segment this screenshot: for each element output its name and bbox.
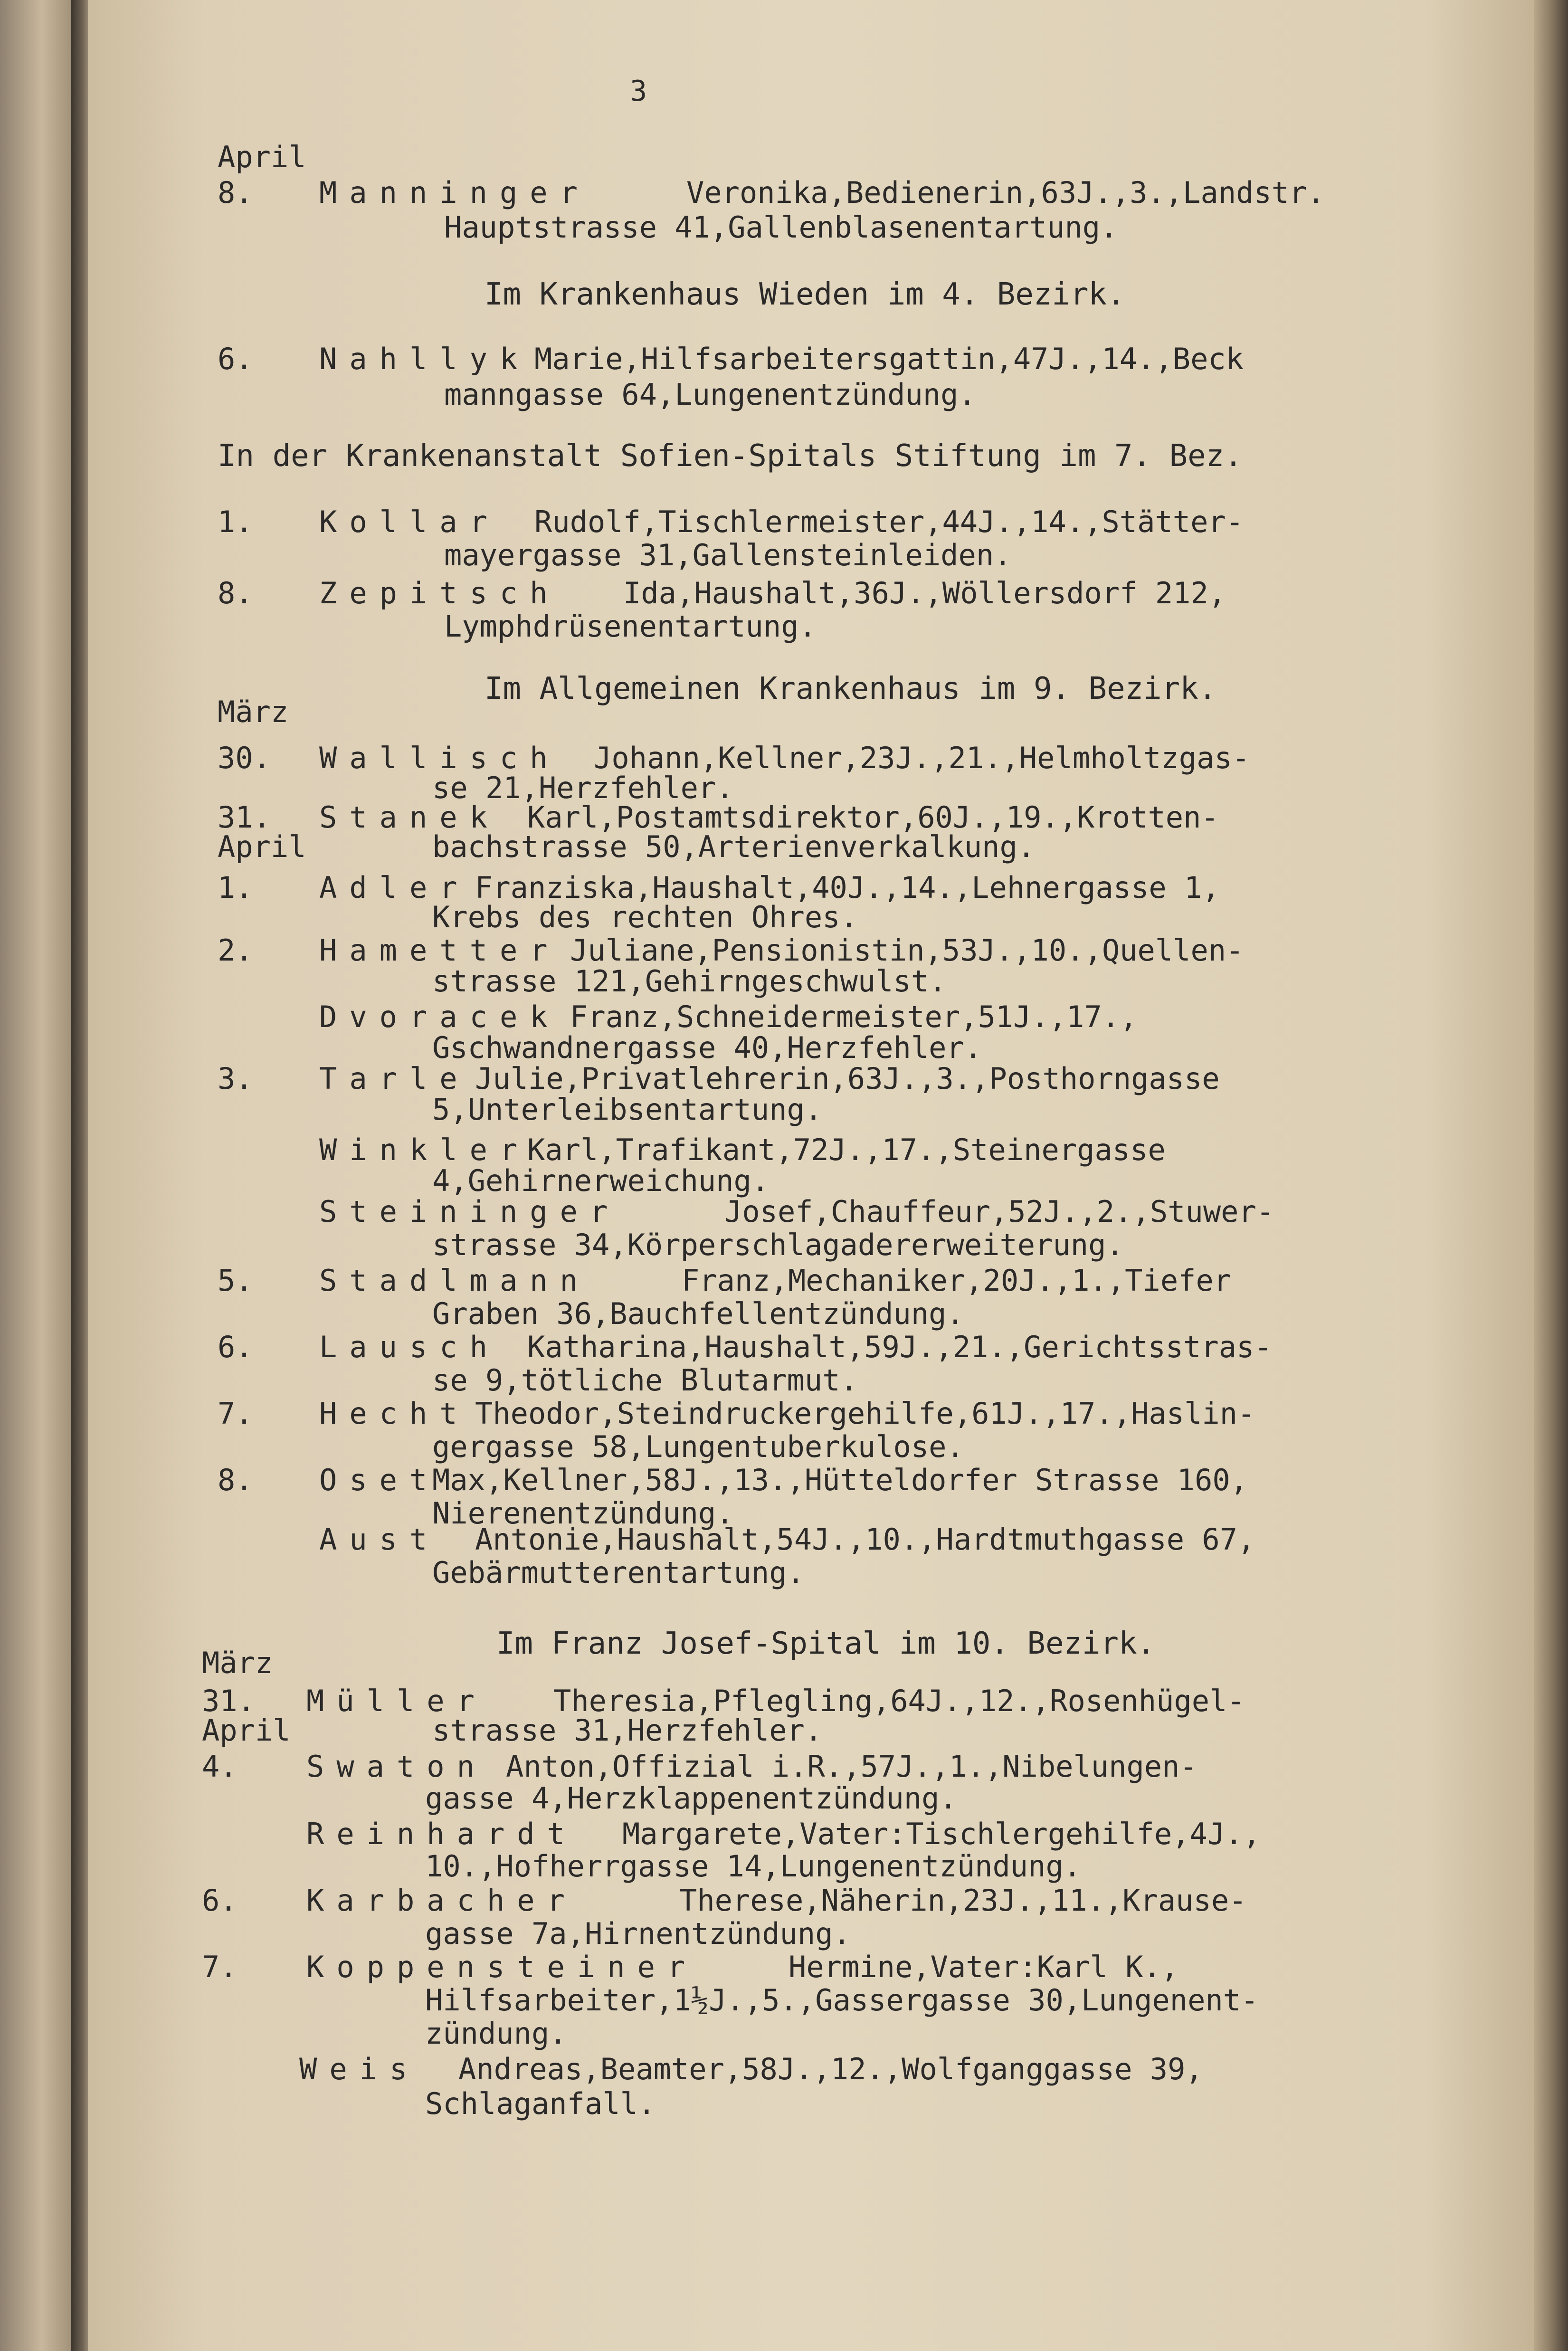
entry-continuation: 10.,Hofherrgasse 14,Lungenentzündung. <box>425 1849 1082 1884</box>
section-heading: Im Franz Josef-Spital im 10. Bezirk. <box>496 1626 1156 1661</box>
entry-continuation: Graben 36,Bauchfellentzündung. <box>432 1296 964 1331</box>
entry-details: Juliane,Pensionistin,53J.,10.,Quellen- <box>570 933 1244 968</box>
entry-details: Hermine,Vater:Karl K., <box>789 1950 1179 1984</box>
entry-surname: Wallisch <box>319 741 560 775</box>
entry-continuation: Hauptstrasse 41,Gallenblasenentartung. <box>444 210 1118 245</box>
entry-surname: Oset <box>319 1463 440 1497</box>
section-heading: Im Krankenhaus Wieden im 4. Bezirk. <box>485 277 1125 312</box>
entry-surname: Stadlmann <box>319 1263 590 1298</box>
entry-surname: Dvoracek <box>319 999 560 1034</box>
entry-continuation: gergasse 58,Lungentuberkulose. <box>432 1429 964 1464</box>
entry-continuation: Nierenentzündung. <box>432 1496 734 1531</box>
entry-surname: Hecht <box>319 1396 470 1431</box>
entry-continuation: manngasse 64,Lungenentzündung. <box>444 377 976 412</box>
entry-details: Max,Kellner,58J.,13.,Hütteldorfer Strasse 160, <box>432 1463 1248 1497</box>
entry-continuation: Gschwandnergasse 40,Herzfehler. <box>432 1030 982 1065</box>
page-edge-shadow <box>1534 0 1568 2351</box>
entry-continuation: Gebärmutterentartung. <box>432 1555 805 1590</box>
section-heading: In der Krankenanstalt Sofien-Spitals Stiftung im 7. Bez. <box>218 438 1243 474</box>
entry-day: 1. <box>218 504 253 539</box>
entry-details: Josef,Chauffeur,52J.,2.,Stuwer- <box>724 1194 1274 1229</box>
facing-page-edge <box>0 0 76 2351</box>
entry-continuation: zündung. <box>425 2016 567 2051</box>
entry-continuation: Hilfsarbeiter,1½J.,5.,Gassergasse 30,Lungenent- <box>425 1983 1259 2018</box>
entry-surname: Koppensteiner <box>306 1950 698 1984</box>
entry-surname: Stanek <box>319 800 500 835</box>
entry-surname: Weis <box>299 2052 420 2086</box>
entry-surname: Hametter <box>319 933 560 968</box>
entry-day: 3. <box>218 1061 253 1096</box>
entry-continuation: gasse 7a,Hirnentzündung. <box>425 1916 851 1951</box>
entry-surname: Swaton <box>306 1749 487 1784</box>
entry-surname: Karbacher <box>306 1883 577 1918</box>
entry-continuation: strasse 34,Körperschlagadererweiterung. <box>432 1228 1124 1262</box>
entry-day: 7. <box>218 1396 253 1431</box>
entry-continuation: strasse 31,Herzfehler. <box>432 1713 823 1748</box>
entry-continuation: Lymphdrüsenentartung. <box>444 609 817 644</box>
entry-continuation: gasse 4,Herzklappenentzündung. <box>425 1781 957 1816</box>
entry-day: 31. <box>218 800 271 835</box>
entry-day: 2. <box>218 933 253 968</box>
entry-surname: Nahllyk <box>319 342 530 376</box>
entry-continuation: Schlaganfall. <box>425 2086 656 2121</box>
entry-details: Karl,Trafikant,72J.,17.,Steinergasse <box>527 1133 1166 1167</box>
entry-continuation: strasse 121,Gehirngeschwulst. <box>432 964 947 999</box>
entry-details: Therese,Näherin,23J.,11.,Krause- <box>679 1883 1247 1918</box>
month-label: April <box>202 1713 291 1748</box>
month-label: März <box>202 1646 273 1680</box>
entry-surname: Aust <box>319 1522 440 1557</box>
entry-continuation: se 9,tötliche Blutarmut. <box>432 1363 858 1398</box>
entry-details: Franz,Mechaniker,20J.,1.,Tiefer <box>682 1263 1232 1298</box>
entry-surname: Lausch <box>319 1330 500 1364</box>
entry-details: Theresia,Pflegling,64J.,12.,Rosenhügel- <box>553 1684 1245 1718</box>
entry-day: 6. <box>202 1883 238 1918</box>
entry-surname: Tarle <box>319 1061 470 1096</box>
entry-details: Franz,Schneidermeister,51J.,17., <box>570 999 1138 1034</box>
entry-day: 4. <box>202 1749 238 1784</box>
month-label: April <box>218 829 306 864</box>
entry-day: 30. <box>218 741 271 775</box>
entry-details: Anton,Offizial i.R.,57J.,1.,Nibelungen- <box>506 1749 1197 1784</box>
entry-details: Andreas,Beamter,58J.,12.,Wolfganggasse 39, <box>458 2052 1203 2086</box>
entry-continuation: mayergasse 31,Gallensteinleiden. <box>444 538 1012 572</box>
entry-surname: Steininger <box>319 1194 620 1229</box>
entry-continuation: Krebs des rechten Ohres. <box>432 900 858 934</box>
entry-day: 6. <box>218 1330 253 1364</box>
entry-details: Margarete,Vater:Tischlergehilfe,4J., <box>622 1817 1261 1851</box>
entry-surname: Winkler <box>319 1133 530 1167</box>
entry-details: Karl,Postamtsdirektor,60J.,19.,Krotten- <box>527 800 1219 835</box>
entry-day: 8. <box>218 175 253 210</box>
month-label: April <box>218 140 306 174</box>
entry-day: 7. <box>202 1950 238 1984</box>
page-number: 3 <box>630 75 647 108</box>
entry-surname: Reinhardt <box>306 1817 577 1851</box>
entry-details: Rudolf,Tischlermeister,44J.,14.,Stätter- <box>534 504 1244 539</box>
entry-day: 5. <box>218 1263 253 1298</box>
entry-surname: Manninger <box>319 175 590 210</box>
book-gutter <box>71 0 90 2351</box>
entry-details: Marie,Hilfsarbeitersgattin,47J.,14.,Beck <box>534 342 1244 376</box>
entry-day: 8. <box>218 1463 253 1497</box>
entry-surname: Müller <box>306 1684 487 1718</box>
entry-details: Johann,Kellner,23J.,21.,Helmholtzgas- <box>594 741 1250 775</box>
entry-details: Veronika,Bedienerin,63J.,3.,Landstr. <box>686 175 1325 210</box>
entry-day: 1. <box>218 870 253 905</box>
entry-details: Julie,Privatlehrerin,63J.,3.,Posthorngasse <box>475 1061 1220 1096</box>
entry-continuation: se 21,Herzfehler. <box>432 771 734 805</box>
entry-continuation: 4,Gehirnerweichung. <box>432 1163 770 1198</box>
entry-surname: Kollar <box>319 504 500 539</box>
entry-surname: Adler <box>319 870 470 905</box>
entry-surname: Zepitsch <box>319 576 560 610</box>
entry-details: Katharina,Haushalt,59J.,21.,Gerichtsstras- <box>527 1330 1272 1364</box>
month-label: März <box>218 695 289 729</box>
entry-details: Antonie,Haushalt,54J.,10.,Hardtmuthgasse 67, <box>475 1522 1255 1557</box>
section-heading: Im Allgemeinen Krankenhaus im 9. Bezirk. <box>485 671 1217 706</box>
entry-continuation: bachstrasse 50,Arterienverkalkung. <box>432 829 1036 864</box>
entry-details: Franziska,Haushalt,40J.,14.,Lehnergasse 1, <box>475 870 1220 905</box>
entry-details: Ida,Haushalt,36J.,Wöllersdorf 212, <box>623 576 1226 610</box>
entry-continuation: 5,Unterleibsentartung. <box>432 1092 823 1127</box>
entry-day: 8. <box>218 576 253 610</box>
entry-details: Theodor,Steindruckergehilfe,61J.,17.,Haslin- <box>475 1396 1255 1431</box>
entry-day: 6. <box>218 342 253 376</box>
entry-day: 31. <box>202 1684 255 1718</box>
